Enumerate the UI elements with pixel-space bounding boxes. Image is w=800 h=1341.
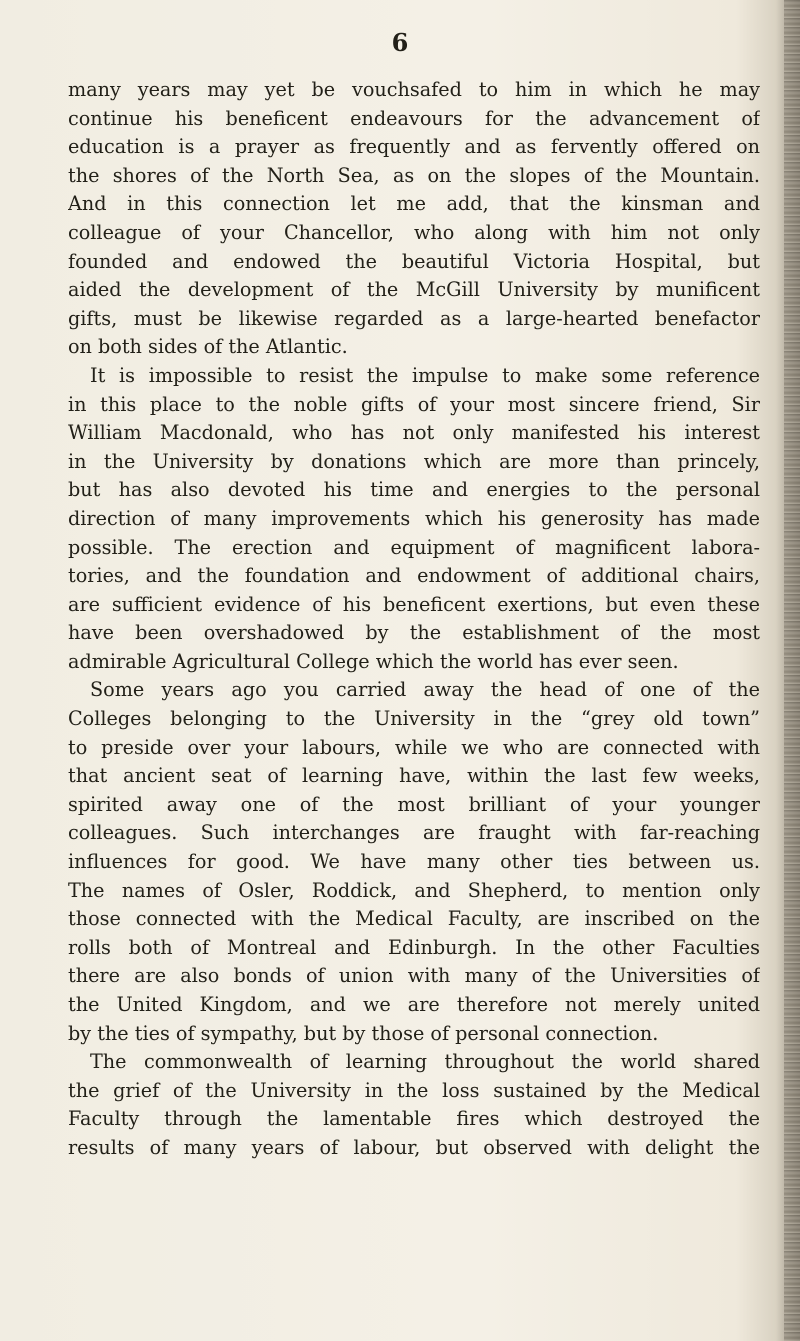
text-line: are sufficient evidence of his beneficent exertions, but even these bbox=[68, 592, 760, 616]
text-line: founded and endowed the beautiful Victoria Hospital, but bbox=[68, 249, 760, 273]
page-edge-shadow bbox=[784, 0, 800, 1341]
text-line: And in this connection let me add, that the kinsman and bbox=[68, 192, 760, 216]
text-line: by the ties of sympathy, but by those of personal connection. bbox=[68, 1021, 659, 1045]
text-line: Some years ago you carried away the head of one of the bbox=[90, 678, 760, 702]
text-line: on both sides of the Atlantic. bbox=[68, 335, 348, 359]
text-line: Colleges belonging to the University in the “grey old town” bbox=[68, 707, 760, 731]
page-number: 6 bbox=[391, 28, 409, 57]
text-line: aided the development of the McGill University by munificent bbox=[68, 278, 760, 302]
text-line: The names of Osler, Roddick, and Shepherd, to mention only bbox=[68, 878, 760, 902]
text-line: spirited away one of the most brilliant of your younger bbox=[68, 792, 760, 816]
text-line: many years may yet be vouchsafed to him in which he may bbox=[68, 78, 760, 101]
text-line: It is impossible to resist the impulse to make some reference bbox=[90, 363, 760, 387]
text-line: Faculty through the lamentable fires which destroyed the bbox=[68, 1107, 760, 1131]
text-line: direction of many improvements which his generosity has made bbox=[68, 506, 760, 530]
text-line: in this place to the noble gifts of your most sincere friend, Sir bbox=[68, 392, 760, 416]
text-line: rolls both of Montreal and Edinburgh. In the other Faculties bbox=[68, 935, 760, 959]
text-line: The commonwealth of learning throughout the world shared bbox=[90, 1050, 760, 1074]
text-line: the grief of the University in the loss sustained by the Medical bbox=[68, 1078, 760, 1102]
body-text bbox=[68, 76, 760, 1163]
text-line: William Macdonald, who has not only manifested his interest bbox=[68, 421, 760, 445]
text-line: gifts, must be likewise regarded as a large-hearted benefactor bbox=[68, 306, 760, 330]
text-line: have been overshadowed by the establishment of the most bbox=[68, 621, 760, 645]
text-line: admirable Agricultural College which the world has ever seen. bbox=[68, 649, 679, 673]
text-line: influences for good. We have many other ties between us. bbox=[68, 850, 760, 874]
text-line: education is a prayer as frequently and as fervently offered on bbox=[68, 135, 760, 159]
text-line: possible. The erection and equipment of magnificent labora- bbox=[68, 535, 760, 559]
text-line: colleague of your Chancellor, who along with him not only bbox=[68, 220, 760, 244]
text-line: the shores of the North Sea, as on the slopes of the Mountain. bbox=[68, 163, 760, 187]
text-line: results of many years of labour, but observed with delight the bbox=[68, 1135, 760, 1159]
text-line: there are also bonds of union with many of the Universities of bbox=[68, 964, 760, 988]
text-line: the United Kingdom, and we are therefore not merely united bbox=[68, 993, 760, 1016]
text-line: that ancient seat of learning have, within the last few weeks, bbox=[68, 764, 760, 788]
text-line: colleagues. Such interchanges are fraught with far-reaching bbox=[68, 821, 760, 845]
text-line: but has also devoted his time and energies to the personal bbox=[68, 478, 760, 502]
text-line: those connected with the Medical Faculty, are inscribed on the bbox=[68, 907, 760, 931]
text-line: tories, and the foundation and endowment of additional chairs, bbox=[68, 564, 760, 588]
text-line: in the University by donations which are more than princely, bbox=[68, 449, 760, 473]
text-line: continue his beneficent endeavours for the advancement of bbox=[68, 106, 760, 130]
text-line: to preside over your labours, while we who are connected with bbox=[68, 735, 760, 759]
